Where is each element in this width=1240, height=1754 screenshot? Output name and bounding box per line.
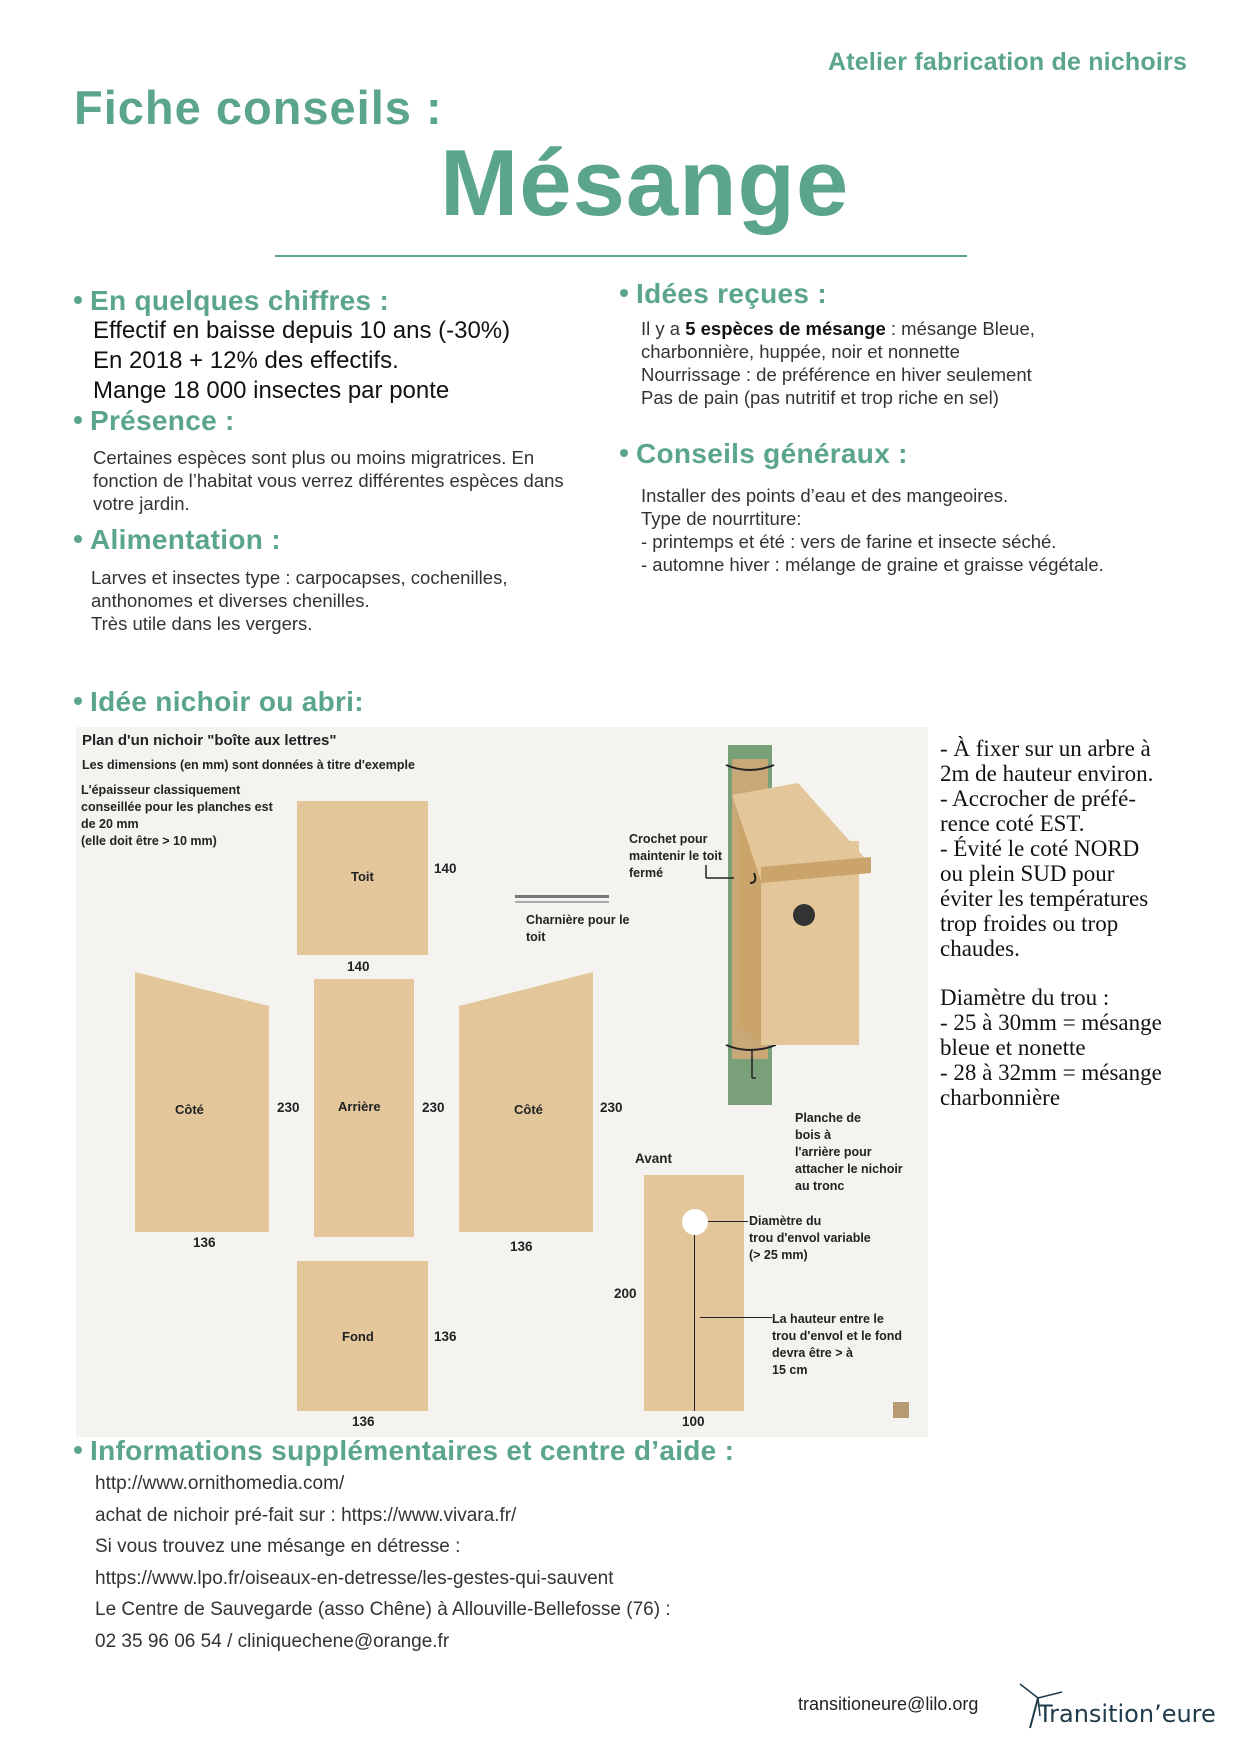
chiffres-line: En 2018 + 12% des effectifs. <box>93 347 399 374</box>
crochet-label: Crochet pour maintenir le toit fermé <box>629 832 723 880</box>
corner-badge-icon <box>893 1402 909 1418</box>
plan-subtitle: Les dimensions (en mm) sont données à titre d'exemple <box>82 758 415 772</box>
height-marker-line <box>694 1235 695 1411</box>
dim-cote-left-w: 136 <box>193 1235 216 1250</box>
entrance-hole <box>682 1209 708 1235</box>
presence-line: Certaines espèces sont plus ou moins migratrices. En <box>93 447 535 468</box>
tip-line: rence coté EST. <box>940 811 1085 836</box>
infos-block <box>95 1468 671 1657</box>
info-line: Si vous trouvez une mésange en détresse : <box>95 1536 461 1557</box>
hole-line: charbonnière <box>940 1085 1061 1110</box>
info-line: Le Centre de Sauvegarde (asso Chêne) à Allouville-Bellefosse (76) : <box>95 1599 671 1620</box>
conseils-heading: Conseils généraux : <box>620 438 908 470</box>
bullet-icon <box>74 535 82 543</box>
board-label-fond: Fond <box>342 1329 374 1344</box>
info-line[interactable]: achat de nichoir pré-fait sur : https://www.vivara.fr/ <box>95 1504 517 1526</box>
bullet-icon <box>620 449 628 457</box>
nichoir-heading: Idée nichoir ou abri: <box>74 686 364 718</box>
bullet-icon <box>74 697 82 705</box>
alimentation-line: Larves et insectes type : carpocapses, cochenilles, <box>91 567 508 588</box>
board-label-arriere: Arrière <box>338 1099 381 1114</box>
conseils-line: Type de nourrtiture: <box>641 508 802 529</box>
hinge-shadow <box>515 901 609 903</box>
logo-text: Transition’eure <box>1038 1700 1216 1728</box>
birdhouse-illustration <box>686 745 916 1105</box>
hole-line: - 28 à 32mm = mésange <box>940 1060 1162 1085</box>
footer-email[interactable]: transitioneure@lilo.org <box>798 1694 979 1714</box>
alimentation-line: anthonomes et diverses chenilles. <box>91 590 370 611</box>
nichoir-plan-diagram <box>76 727 928 1437</box>
dim-toit-w: 140 <box>347 959 370 974</box>
tip-line: trop froides ou trop <box>940 911 1119 936</box>
tip-line: éviter les températures <box>940 886 1149 911</box>
alimentation-block <box>91 566 507 635</box>
hole-line: - 25 à 30mm = mésange <box>940 1010 1162 1035</box>
thickness-note: L'épaisseur classiquement conseillée pour les planches est de 20 mm (elle doit être > 10 mm) <box>81 783 273 848</box>
conseils-block <box>641 484 1104 576</box>
chiffres-block <box>93 316 510 406</box>
idees-line: Pas de pain (pas nutritif et trop riche en sel) <box>641 387 999 408</box>
info-contact[interactable]: 02 35 96 06 54 / cliniquechene@orange.fr <box>95 1630 450 1652</box>
dim-cote-right-h: 230 <box>600 1100 623 1115</box>
dim-toit-h: 140 <box>434 861 457 876</box>
board-label-toit: Toit <box>351 869 374 884</box>
bullet-icon <box>74 1446 82 1454</box>
dim-arriere-h: 230 <box>422 1100 445 1115</box>
idees-line: Il y a 5 espèces de mésange : mésange Bleue, <box>641 318 1035 339</box>
tip-line: 2m de hauteur environ. <box>940 761 1154 786</box>
presence-block <box>93 446 564 515</box>
tip-line: chaudes. <box>940 936 1020 961</box>
page-title: Mésange <box>440 130 850 235</box>
conseils-line: Installer des points d’eau et des mangeoires. <box>641 485 1009 506</box>
fiche-label: Fiche conseils : <box>74 81 443 134</box>
tip-line: ou plein SUD pour <box>940 861 1115 886</box>
chiffres-heading: En quelques chiffres : <box>74 285 389 317</box>
idees-block <box>641 317 1035 409</box>
dim-cote-left-h: 230 <box>277 1100 300 1115</box>
hole-block <box>940 985 1162 1110</box>
workshop-title: Atelier fabrication de nichoirs <box>828 48 1188 76</box>
board-label-cote-right: Côté <box>514 1102 543 1117</box>
idees-line: charbonnière, huppée, noir et nonnette <box>641 341 960 362</box>
tip-line: - Évité le coté NORD <box>940 836 1140 861</box>
conseils-line: - printemps et été : vers de farine et insecte séché. <box>641 531 1057 552</box>
bullet-icon <box>620 289 628 297</box>
tips-block <box>940 736 1153 961</box>
hauteur-label: La hauteur entre le trou d'envol et le fond devra être > à 15 cm <box>772 1312 903 1377</box>
hinge-icon <box>515 895 609 898</box>
hauteur-pointer <box>700 1317 772 1318</box>
transitioneure-logo <box>1016 1680 1216 1730</box>
tip-line: - À fixer sur un arbre à <box>940 736 1151 761</box>
board-label-avant: Avant <box>635 1151 673 1166</box>
chiffres-line: Effectif en baisse depuis 10 ans (-30%) <box>93 317 511 344</box>
dim-cote-right-w: 136 <box>510 1239 533 1254</box>
presence-line: fonction de l’habitat vous verrez différentes espèces dans <box>93 470 564 491</box>
bullet-icon <box>74 296 82 304</box>
board-label-cote-left: Côté <box>175 1102 204 1117</box>
dim-avant-h: 200 <box>614 1286 637 1301</box>
charniere-label: Charnière pour le toit <box>526 913 630 944</box>
planche-label: Planche de bois à l'arrière pour attacher le nichoir au tronc <box>795 1111 903 1193</box>
dim-fond-w: 136 <box>352 1414 375 1429</box>
alimentation-heading: Alimentation : <box>74 524 281 556</box>
dim-fond-h: 136 <box>434 1329 457 1344</box>
diametre-label: Diamètre du trou d'envol variable (> 25 mm) <box>749 1214 871 1262</box>
idees-heading: Idées reçues : <box>620 278 827 310</box>
presence-line: votre jardin. <box>93 493 190 514</box>
conseils-line: - automne hiver : mélange de graine et graisse végétale. <box>641 554 1104 575</box>
info-link[interactable]: http://www.ornithomedia.com/ <box>95 1473 345 1494</box>
alimentation-line: Très utile dans les vergers. <box>91 613 313 634</box>
hole-line: bleue et nonette <box>940 1035 1086 1060</box>
info-link[interactable]: https://www.lpo.fr/oiseaux-en-detresse/les-gestes-qui-sauvent <box>95 1567 614 1589</box>
title-divider <box>275 255 967 257</box>
idees-line: Nourrissage : de préférence en hiver seulement <box>641 364 1032 385</box>
dim-avant-w: 100 <box>682 1414 705 1429</box>
chiffres-line: Mange 18 000 insectes par ponte <box>93 377 450 404</box>
infos-heading: Informations supplémentaires et centre d’aide : <box>74 1435 734 1467</box>
diametre-pointer <box>708 1221 748 1222</box>
plan-title: Plan d'un nichoir "boîte aux lettres" <box>82 732 337 749</box>
hole-line: Diamètre du trou : <box>940 985 1110 1010</box>
bullet-icon <box>74 416 82 424</box>
tip-line: - Accrocher de préfé- <box>940 786 1137 811</box>
presence-heading: Présence : <box>74 405 235 437</box>
